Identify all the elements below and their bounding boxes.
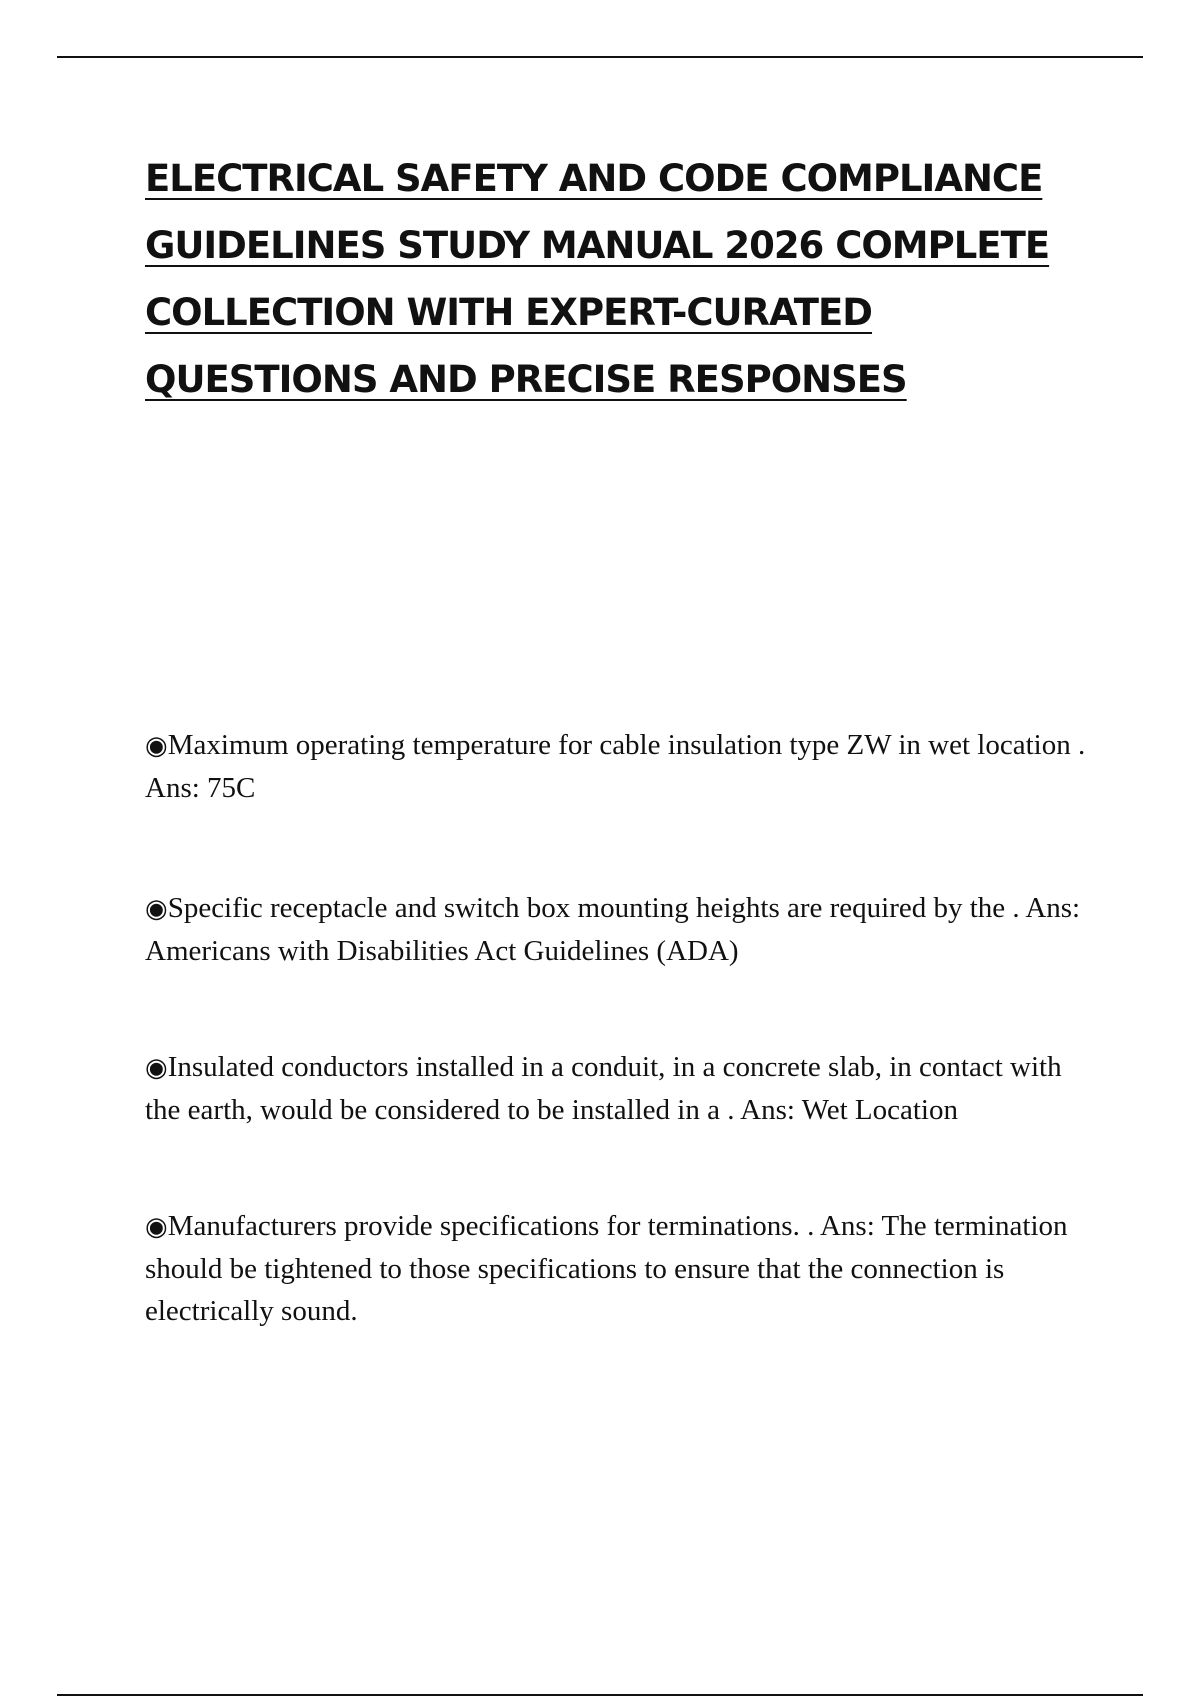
qa-text: Maximum operating temperature for cable insulation type ZW in wet location . Ans: 75C bbox=[145, 729, 1086, 804]
qa-item bbox=[145, 1046, 1095, 1131]
bottom-rule bbox=[57, 1694, 1143, 1696]
qa-text: Insulated conductors installed in a conduit, in a concrete slab, in contact with the earth, would be considered to be installed in a . Ans: Wet Location bbox=[145, 1051, 1062, 1126]
qa-item bbox=[145, 1205, 1095, 1332]
qa-item bbox=[145, 887, 1095, 972]
qa-item bbox=[145, 724, 1095, 809]
qa-text: Specific receptacle and switch box mounting heights are required by the . Ans: Americans with Disabilities Act Guidelines (ADA) bbox=[145, 892, 1081, 967]
fisheye-bullet-icon: ◉ bbox=[145, 731, 168, 760]
qa-text: Manufacturers provide specifications for terminations. . Ans: The termination should be tightened to those specifications to ensure that the connection is electrically sound. bbox=[145, 1210, 1068, 1327]
document-title: ELECTRICAL SAFETY AND CODE COMPLIANCE GUIDELINES STUDY MANUAL 2026 COMPLETE COLLECTION WITH EXPERT-CURATED QUESTIONS AND PRECISE RESPONSES bbox=[145, 157, 1050, 401]
fisheye-bullet-icon: ◉ bbox=[145, 1053, 168, 1082]
fisheye-bullet-icon: ◉ bbox=[145, 894, 168, 923]
fisheye-bullet-icon: ◉ bbox=[145, 1212, 168, 1241]
top-rule bbox=[57, 56, 1143, 58]
qa-list bbox=[145, 724, 1095, 1332]
